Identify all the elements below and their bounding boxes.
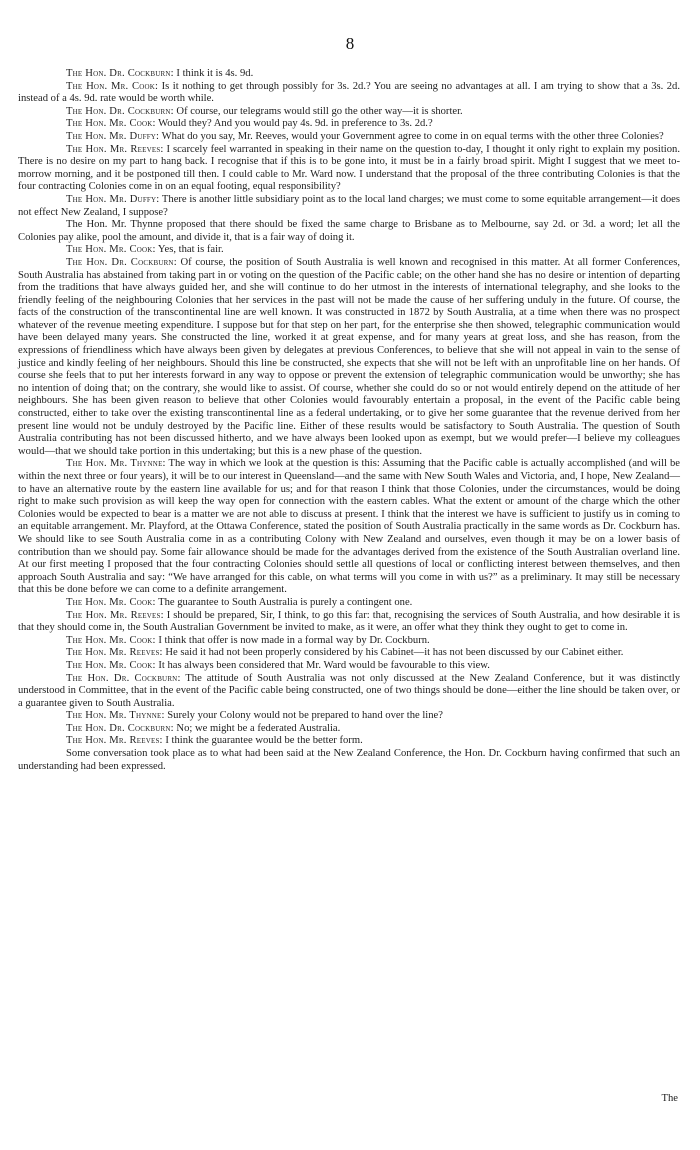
paragraph (18, 118, 680, 131)
speaker-name: The Hon. Mr. Reeves: (66, 735, 163, 747)
speech-text: Of course, the position of South Australia is well known and recognised in this matter. At all former Conferences, South Australia has abstained from taking part in or voting on the question of the Pacific cable; on the other hand she has no desire or intention of departing from the traditions that have always guided her, and she will continue to do her utmost in the interests of international telegraphy, and she looks to the friendly feeling of the neighbouring Colonies that her services in the past will not be made the cause of her suffering unduly in the future. Of course, the facts of the construction of the transcontinental line are well known. It was constructed in 1872 by South Australia, at a time when there was no prospect whatever of the revenue meeting expenditure. I suppose but for that step on her part, for the enterprise she then showed, telegraphic communication would have been delayed many years. She constructed the line, worked it at great expense, and for many years at great loss, and she has reason, from the expressions of friendliness which have always been given by delegates at previous Conferences, to believe that she will not appeal in vain to the sense of justice and kindly feeling of her neighbours. Should this line be constructed, she expects that she will not be left with an unprofitable line on her hands. Of course she feels that to put her interests forward in any way to oppose or prevent the extension of telegraphic communication would be unworthy; she has no intention of doing that; on the contrary, she would like to assist. Of course, whether she could do so or not would entirely depend on the attitude of her neighbours. She has been given reason to believe that other Colonies would favourably entertain a proposal, in the event of the Pacific cable being constructed, either to take over the existing transcontinental line as a federal undertaking, or to give her some guarantee that the revenue derived from her present line would not be unduly destroyed by the Pacific line. Either of these results would be satisfactory to South Australia. The question of South Australia contributing has not been discussed hitherto, and we have always been looked upon as exempt, but we would prefer—I believe my colleagues would—that we should take portion in this undertaking; but this is a new phase of the question. (18, 256, 680, 457)
speaker-name: The Hon. Mr. Cook: (66, 118, 156, 130)
speech-text: I should be prepared, Sir, I think, to go this far: that, recognising the services of South Australia, and how desirable it is that they should come in, the South Australian Government be invited to make, as it were, an offer what they think they ought to get to come in. (18, 609, 680, 634)
speaker-name: The Hon. Mr. Cook: (66, 244, 156, 256)
paragraph (18, 597, 680, 610)
paragraph (18, 131, 680, 144)
paragraph (18, 106, 680, 119)
speaker-name: The Hon. Mr. Reeves: (66, 609, 164, 621)
speech-text: What do you say, Mr. Reeves, would your Government agree to come in on equal terms with the other three Colonies? (159, 130, 664, 142)
paragraph (18, 81, 680, 106)
paragraph (18, 710, 680, 723)
speaker-name: The Hon. Dr. Cockburn: (66, 256, 177, 268)
speaker-name: The Hon. Mr. Cook: (66, 659, 156, 671)
speaker-name: The Hon. Dr. Cockburn: (66, 672, 181, 684)
paragraph (18, 244, 680, 257)
speech-text: Of course, our telegrams would still go the other way—it is shorter. (173, 105, 463, 117)
speech-text: He said it had not been properly considered by his Cabinet—it has not been discussed by our Cabinet either. (162, 647, 624, 659)
speaker-name: The Hon. Dr. Cockburn: (66, 105, 174, 117)
paragraph (18, 735, 680, 748)
speaker-name: The Hon. Mr. Thynne: (66, 710, 165, 722)
speech-text: The guarantee to South Australia is purely a contingent one. (155, 596, 413, 608)
paragraph (18, 194, 680, 219)
speech-text: No; we might be a federated Australia. (173, 722, 341, 734)
speech-text: Surely your Colony would not be prepared to hand over the line? (164, 710, 443, 722)
speech-text: I think that offer is now made in a formal way by Dr. Cockburn. (155, 634, 430, 646)
speaker-name: The Hon. Mr. Duffy: (66, 130, 160, 142)
paragraph (18, 635, 680, 648)
paragraph (18, 647, 680, 660)
catchword: The (661, 1093, 678, 1104)
speaker-name: The Hon. Dr. Cockburn: (66, 68, 174, 79)
speech-text: It has always been considered that Mr. Ward would be favourable to this view. (155, 659, 490, 671)
speaker-name: The Hon. Dr. Cockburn: (66, 722, 174, 734)
page-number: 8 (345, 34, 355, 53)
speaker-name: The Hon. Mr. Cook: (66, 596, 156, 608)
speech-text: Yes, that is fair. (155, 244, 224, 256)
speech-text: The attitude of South Australia was not only discussed at the New Zealand Conference, but it was distinctly understood in Committee, that in the event of the Pacific cable being constructed, one of two things should be done—either the line should be taken over, or a guarantee given to South Australia. (18, 672, 680, 709)
speech-text: Is it nothing to get through possibly for 3s. 2d.? You are seeing no advantages at all. I am trying to show that a 3s. 2d. instead of a 4s. 9d. rate would be worth while. (18, 80, 680, 105)
speaker-name: The Hon. Mr. Cook: (66, 80, 159, 92)
speech-text: I scarcely feel warranted in speaking in their name on the question to-day, I thought it only right to explain my position. There is no desire on my part to hang back. I recognise that if this is to be gone into, it must be in a fairly broad spirit. Might I suggest that we meet to-morrow morning, and it be postponed till then. I could cable to Mr. Ward now. I understand that the proposal of the three contributing Colonies is that the four contracting Colonies come in on an equal footing, equal responsibility? (18, 143, 680, 193)
speech-text: Would they? And you would pay 4s. 9d. in preference to 3s. 2d.? (155, 118, 433, 130)
paragraph (18, 660, 680, 673)
speech-text: I think it is 4s. 9d. (173, 68, 254, 79)
speaker-name: The Hon. Mr. Reeves: (66, 647, 163, 659)
speaker-name: The Hon. Mr. Duffy: (66, 193, 160, 205)
speaker-name: The Hon. Mr. Thynne: (66, 458, 166, 470)
paragraph (18, 748, 680, 773)
paragraph (18, 723, 680, 736)
speech-text: There is another little subsidiary point as to the local land charges; we must come to some equitable arrangement—it does not effect New Zealand, I suppose? (18, 193, 680, 218)
speaker-name: The Hon. Mr. Cook: (66, 634, 156, 646)
paragraph (18, 673, 680, 711)
speaker-name: The Hon. Mr. Reeves: (66, 143, 164, 155)
speech-text: I think the guarantee would be the better form. (162, 735, 363, 747)
paragraph (18, 458, 680, 597)
paragraph (18, 219, 680, 244)
paragraph (18, 610, 680, 635)
speech-text: The way in which we look at the question is this: Assuming that the Pacific cable is actually accomplished (and will be within the next three or four years), it will be to our interest in Queensland—and the same with New South Wales and Victoria, and, I hope, New Zealand—to have an alternative route by the eastern line available for us; and for that reason I think that those Colonies, under the circumstances, would be doing right to make such provision as will keep the way open for connection with the eastern cables. What the extent or amount of the charge which the other Colonies would be expected to bear is a matter we are not able to discuss at present. I think that the interest we have is sufficient to justify us in coming to an equitable arrangement. Mr. Playford, at the Ottawa Conference, stated the position of South Australia practically in the same words as Dr. Cockburn has. We should like to see South Australia come in as a contributing Colony with New Zealand and ourselves, even though it may be on a lower basis of contribution than we should pay. Some fair allowance should be made for the advantages derived from the existence of the South Australian overland line. At our first meeting I proposed that the four contracting Colonies should settle all questions of local or conflicting interest between themselves, and then approach South Australia and say: “We have arranged for this cable, on what terms will you come in with us?” as a preliminary. It may still be necessary that this be done before we can come to a definite arrangement. (18, 458, 680, 596)
speech-text: The Hon. Mr. Thynne proposed that there should be fixed the same charge to Brisbane as to Melbourne, say 2d. or 3d. a word; let all the Colonies pay alike, pool the amount, and divide it, that is a fair way of doing it. (18, 219, 680, 243)
body-text (18, 68, 680, 773)
paragraph (18, 68, 680, 81)
paragraph (18, 257, 680, 459)
paragraph (18, 144, 680, 194)
speech-text: Some conversation took place as to what had been said at the New Zealand Conference, the Hon. Dr. Cockburn having confirmed that such an understanding had been expressed. (18, 748, 680, 772)
